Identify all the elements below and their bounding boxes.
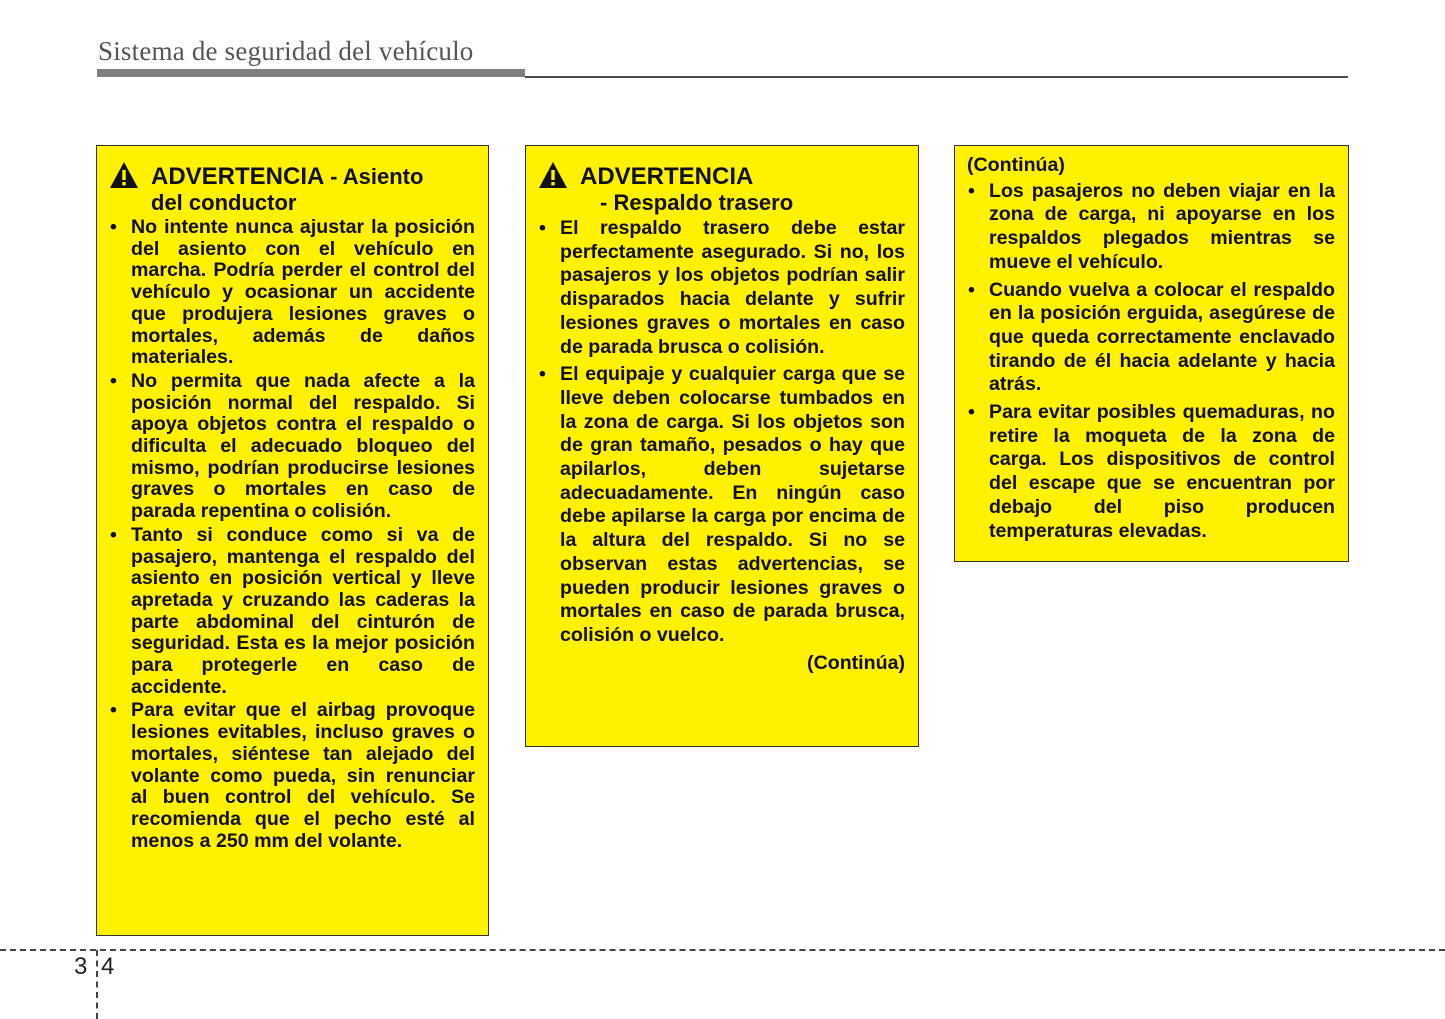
warning-list — [967, 180, 1335, 544]
warning-title: ADVERTENCIA — [580, 163, 754, 190]
list-item: • Para evitar posibles quemaduras, no retire la moqueta de la zona de carga. Los dispositivos de control del escape que se encuentran por debajo del piso producen temperaturas elevadas. — [967, 401, 1335, 543]
warning-title: ADVERTENCIA — [151, 163, 324, 190]
warning-subtitle-part2: del conductor — [151, 190, 297, 215]
header-bar — [97, 69, 525, 77]
list-item: • Tanto si conduce como si va de pasajero, mantenga el respaldo del asiento en posición vertical y lleve apretada y cruzando las caderas la parte abdominal del cinturón de seguridad. Esta es la mejor posición para protegerle en caso de accidente. — [109, 525, 475, 699]
list-item: • No intente nunca ajustar la posición del asiento con el vehículo en marcha. Podría perder el control del vehículo y ocasionar un accidente que produjera lesiones graves o mortales, además de daños materiales. — [109, 217, 475, 369]
warning-box-continued — [954, 145, 1349, 562]
list-item: • Para evitar que el airbag provoque lesiones evitables, incluso graves o mortales, siéntese tan alejado del volante como pueda, sin renunciar al buen control del vehículo. Se recomienda que el pecho esté al menos a 250 mm del volante. — [109, 700, 475, 852]
warning-triangle-icon — [109, 161, 139, 189]
list-item: • Cuando vuelva a colocar el respaldo en la posición erguida, asegúrese de que queda correctamente enclavado tirando de él hacia adelante y hacia atrás. — [967, 279, 1335, 398]
warning-subtitle: - Respaldo trasero — [600, 190, 794, 215]
warning-heading — [538, 163, 905, 190]
list-item: • No permita que nada afecte a la posición normal del respaldo. Si apoya objetos contra el respaldo o dificulta el adecuado bloqueo del mismo, podrían producirse lesiones graves o mortales en caso de parada repentina o colisión. — [109, 371, 475, 523]
header-rule — [525, 76, 1348, 78]
warning-list — [109, 217, 475, 852]
chapter-number: 3 — [74, 953, 88, 980]
page-header-title: Sistema de seguridad del vehículo — [98, 36, 474, 66]
page-number: 4 — [101, 953, 115, 980]
continued-label: (Continúa) — [807, 651, 905, 674]
warning-heading — [109, 163, 475, 190]
warning-box-driver-seat — [96, 145, 489, 936]
warning-list — [538, 217, 905, 648]
list-item: • Los pasajeros no deben viajar en la zona de carga, ni apoyarse en los respaldos plegados mientras se mueve el vehículo. — [967, 180, 1335, 275]
footer-page-divider — [96, 950, 98, 1019]
list-item: • El respaldo trasero debe estar perfectamente asegurado. Si no, los pasajeros y los objetos podrían salir disparados hacia delante y sufrir lesiones graves o mortales en caso de parada brusca o colisión. — [538, 217, 905, 359]
footer-divider — [0, 949, 1445, 951]
warning-box-rear-seatback — [525, 145, 919, 747]
continued-label: (Continúa) — [967, 154, 1065, 176]
warning-triangle-icon — [538, 161, 568, 189]
list-item: • El equipaje y cualquier carga que se lleve deben colocarse tumbados en la zona de carga. Si los objetos son de gran tamaño, pesados o hay que apilarlos, deben sujetarse adecuadamente. En ningún caso debe apilarse la carga por encima de la altura del respaldo. Si no se observan estas advertencias, se pueden producir lesiones graves o mortales en caso de parada brusca, colisión o vuelco. — [538, 363, 905, 647]
warning-subtitle-part1: - Asiento — [330, 164, 424, 189]
